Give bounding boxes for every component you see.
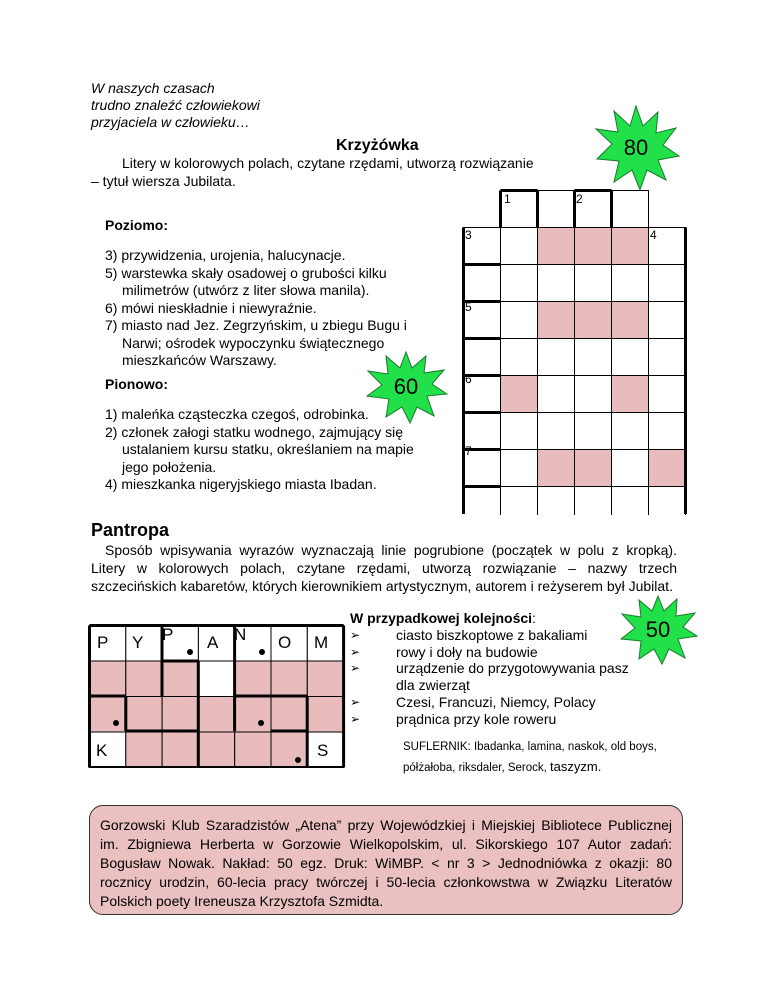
pantropa-cell [162, 697, 198, 733]
badge-80-value: 80 [623, 135, 649, 160]
crossword-intro-line: Litery w kolorowych polach, czytane rzędami, utworzą rozwiązanie [122, 155, 534, 171]
clue-across: 5) warstewka skały osadowej o grubości kilku milimetrów (utwórz z liter słowa manila). [105, 264, 387, 298]
hint-text: ciasto biszkoptowe z bakaliami [396, 626, 588, 643]
pantropa-cell [90, 697, 126, 733]
pantropa-letter: O [278, 633, 292, 652]
arrow-bullet-icon: ➢ [350, 661, 361, 676]
crossword-cell [575, 413, 612, 450]
start-dot-icon [113, 720, 119, 726]
crossword-cell [575, 228, 612, 265]
pantropa-letter: M [314, 633, 329, 652]
down-clues [105, 406, 425, 494]
motto-line: przyjaciela w człowieku… [91, 114, 250, 130]
pantropa-letter: A [207, 633, 219, 652]
clue-down: 4) mieszkanka nigeryjskiego miasta Ibadan. [105, 476, 377, 492]
pantropa-letter: S [317, 741, 329, 760]
crossword-cell [575, 487, 612, 516]
pantropa-cell [235, 661, 271, 697]
arrow-bullet-icon: ➢ [350, 711, 361, 726]
crossword-cell [575, 339, 612, 376]
pantropa-cell [271, 697, 307, 733]
pantropa-cell [235, 732, 271, 768]
cell-number-7: 7 [465, 444, 472, 458]
pantropa-instructions: Sposób wpisywania wyrazów wyznaczają linie pogrubione (początek w polu z kropką). Litery w kolorowych polach, czytane rzędami, utworzą rozwiązanie – nazwy trzech szczecińskich kabaretów, których kierownikiem artystycznym, autorem i reżyserem był Jubilat. [91, 542, 677, 594]
clue-across: 6) mówi nieskładnie i niewyraźnie. [105, 299, 317, 316]
pantropa-cell [162, 732, 198, 768]
pantropa-cell [198, 661, 234, 697]
badge-50-value: 50 [645, 617, 671, 642]
hint-item [350, 660, 680, 694]
cell-number-4: 4 [650, 228, 657, 242]
pantropa-cell [198, 697, 234, 733]
cell-number-5: 5 [465, 300, 472, 314]
crossword-cell [538, 302, 575, 339]
crossword-cell [649, 302, 686, 339]
pantropa-cell [235, 697, 271, 733]
start-dot-icon [187, 649, 193, 655]
hint-text: rowy i doły na budowie [396, 643, 538, 660]
pantropa-cell [307, 697, 343, 733]
crossword-cell [501, 228, 538, 265]
crossword-cell [538, 376, 575, 413]
pantropa-cell [162, 661, 198, 697]
suflernik-last: taszyzm. [550, 759, 602, 774]
crossword-cell [612, 302, 649, 339]
crossword-intro [91, 154, 591, 190]
hint-item [350, 694, 680, 711]
pantropa-cell [126, 697, 162, 733]
cell-number-3: 3 [465, 228, 472, 242]
crossword-cell [575, 376, 612, 413]
cell-number-1: 1 [504, 192, 511, 206]
motto [91, 80, 260, 131]
badge-80 [592, 104, 680, 192]
crossword-cell [501, 450, 538, 487]
cell-number-6: 6 [465, 372, 472, 386]
footer-text: Gorzowski Klub Szaradzistów „Atena” przy Wojewódzkiej i Miejskiej Bibliotece Publicznej im. Zbigniewa Herberta w Gorzowie Wielkopolskim, ul. Sikorskiego 107 Autor zadań: Bogusław Nowak. Nakład: 50 egz. Druk: WiMBP. < nr 3 > Jednodniówka z okazji: 80 rocznicy urodzin, 60-lecia pracy twórczej i 50-lecia członkowstwa w Związku Literatów Polskich poety Ireneusza Krzysztofa Szmidta. [100, 817, 672, 909]
hint-item [350, 627, 680, 644]
clue-down: 1) maleńka cząsteczka czegoś, odrobinka. [105, 406, 369, 422]
motto-line: W naszych czasach [91, 80, 215, 96]
hint-item [350, 644, 680, 661]
crossword-cell [649, 487, 686, 516]
crossword-cell [501, 413, 538, 450]
pantropa-title: Pantropa [91, 520, 170, 540]
pantropa-letter: N [234, 625, 247, 644]
hints-heading-text: W przypadkowej kolejności [350, 610, 533, 626]
crossword-cell [575, 265, 612, 302]
pantropa-text [91, 541, 677, 595]
crossword-cell [538, 450, 575, 487]
badge-60-value: 60 [393, 374, 419, 399]
across-heading: Poziomo: [105, 217, 168, 233]
crossword-intro-line: – tytuł wiersza Jubilata. [91, 173, 236, 189]
crossword-cell [501, 376, 538, 413]
crossword-cell [649, 265, 686, 302]
clue-across: 7) miasto nad Jez. Zegrzyńskim, u zbiegu Bugu i Narwi; ośrodek wypoczynku świątecznego mieszkańców Warszawy. [105, 317, 407, 368]
pantropa-letter: P [97, 633, 109, 652]
crossword-cell [575, 302, 612, 339]
pantropa-cell [90, 661, 126, 697]
crossword-cell [575, 450, 612, 487]
start-dot-icon [295, 757, 301, 763]
pantropa-letter: Y [132, 633, 144, 652]
pantropa-cell [126, 661, 162, 697]
crossword-grid [462, 189, 687, 515]
clue-across: 3) przywidzenia, urojenia, halucynacje. [105, 247, 346, 263]
pantropa-cell [198, 732, 234, 768]
crossword-cell [538, 228, 575, 265]
hint-text: prądnica przy kole roweru [396, 710, 557, 727]
crossword-cell [501, 265, 538, 302]
crossword-cell [612, 376, 649, 413]
start-dot-icon [259, 649, 265, 655]
pantropa-letter: K [96, 741, 108, 760]
crossword-cell [649, 339, 686, 376]
crossword-cell [612, 228, 649, 265]
crossword-cell [612, 191, 649, 228]
suflernik-words: Ibadanka, lamina, naskok, old boys, półżałoba, riksdaler, Serock, [403, 741, 657, 774]
pantropa-cell [90, 732, 126, 768]
hint-text: urządzenie do przygotowywania pasz dla zwierząt [396, 660, 629, 694]
hint-item [350, 711, 680, 728]
down-heading: Pionowo: [105, 376, 168, 392]
arrow-bullet-icon: ➢ [350, 644, 361, 659]
arrow-bullet-icon: ➢ [350, 694, 361, 709]
pantropa-grid [88, 624, 348, 768]
crossword-cell [649, 413, 686, 450]
crossword-cell [649, 376, 686, 413]
pantropa-letter: P [162, 625, 174, 644]
hints-heading-colon: : [532, 610, 536, 626]
suflernik [403, 737, 688, 778]
crossword-title: Krzyżówka [336, 137, 419, 154]
arrow-bullet-icon: ➢ [350, 627, 361, 642]
pantropa-cell [126, 732, 162, 768]
crossword-cell [501, 339, 538, 376]
start-dot-icon [258, 720, 264, 726]
crossword-cell [538, 191, 575, 228]
clue-down: 2) członek załogi statku wodnego, zajmujący się ustalaniem kursu statku, określaniem na mapie jego położenia. [105, 423, 414, 475]
pantropa-hints [350, 610, 680, 728]
footer-box [89, 805, 683, 915]
cell-number-2: 2 [576, 192, 583, 206]
hint-text: Czesi, Francuzi, Niemcy, Polacy [396, 693, 596, 710]
crossword-cell [501, 302, 538, 339]
motto-line: trudno znaleźć człowiekowi [91, 97, 260, 113]
suflernik-label: SUFLERNIK: [403, 741, 471, 753]
pantropa-cell [271, 661, 307, 697]
crossword-cell [649, 450, 686, 487]
pantropa-cell [307, 661, 343, 697]
pantropa-cell [271, 732, 307, 768]
crossword-cell [501, 487, 538, 516]
hints-heading [350, 610, 680, 627]
crossword-cell [612, 450, 649, 487]
